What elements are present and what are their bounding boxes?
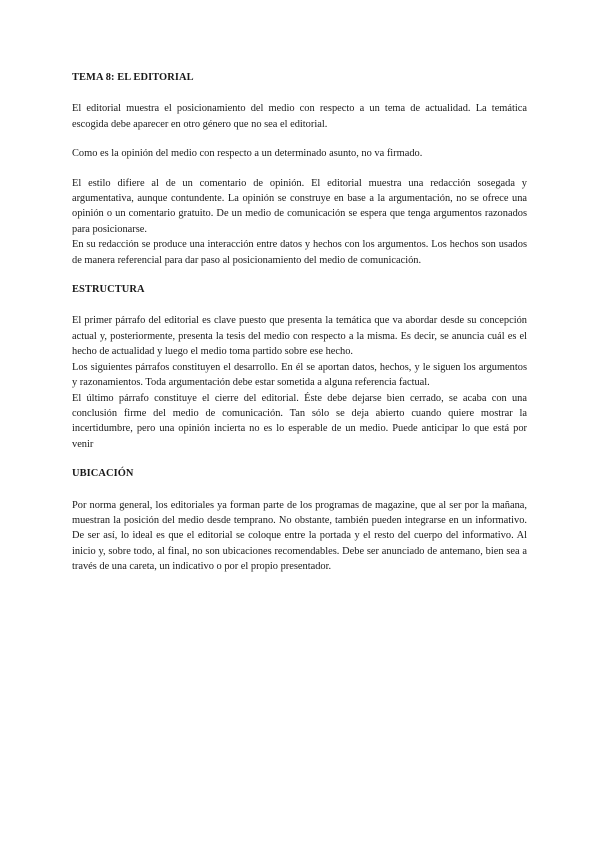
intro-paragraph-4: En su redacción se produce una interacción entre datos y hechos con los argumentos. Los hechos son usados de manera referencial para dar paso al posicionamiento del medio de comunicación. (72, 239, 527, 266)
estructura-paragraph-2: Los siguientes párrafos constituyen el desarrollo. En él se aportan datos, hechos, y le siguen los argumentos y razonamientos. Toda argumentación debe estar sometida a alguna referencia factual. (72, 361, 527, 389)
document-page (72, 70, 527, 575)
document-title: TEMA 8: EL EDITORIAL (72, 72, 194, 83)
estructura-paragraph-3: El último párrafo constituye el cierre del editorial. Éste debe dejarse bien cerrado, se acaba con una conclusión firme del medio de comunicación. Tan sólo se deja abierto cuando quiere mostrar la incertidumbre, pero una opinión incierta no es lo esperable de un medio. Puede anticipar lo que está por venir (72, 392, 527, 450)
estructura-paragraph-1: El primer párrafo del editorial es clave puesto que presenta la temática que va abordar desde su concepción actual y, posteriormente, presenta la tesis del medio con respecto a la misma. Es decir, se anuncia cuál es el hecho de actualidad y luego el medio toma partido sobre ese hecho. (72, 315, 527, 358)
intro-paragraph-3: El estilo difiere al de un comentario de opinión. El editorial muestra una redacción sosegada y argumentativa, aunque contundente. La opinión se construye en base a la argumentación, no se ofrece una opinión o un comentario gratuito. De un medio de comunicación se espera que tenga argumentos razonados para posicionarse. (72, 177, 527, 235)
estructura-heading: ESTRUCTURA (72, 284, 145, 296)
intro-paragraph-1: El editorial muestra el posicionamiento del medio con respecto a un tema de actualidad. La temática escogida debe aparecer en otro género que no sea el editorial. (72, 103, 527, 130)
ubicacion-heading: UBICACIÓN (72, 468, 134, 480)
ubicacion-paragraph-1: Por norma general, los editoriales ya forman parte de los programas de magazine, que al ser por la mañana, muestran la posición del medio desde temprano. No obstante, también pueden integrarse en un informativo. De ser así, lo ideal es que el editorial se coloque entre la portada y el resto del cuerpo del informativo. Al inicio y, sobre todo, al final, no son ubicaciones recomendables. Debe ser anunciado de antemano, bien sea a través de una careta, un indicativo o por el propio presentador. (72, 499, 527, 573)
intro-paragraph-2: Como es la opinión del medio con respecto a un determinado asunto, no va firmado. (72, 148, 423, 160)
